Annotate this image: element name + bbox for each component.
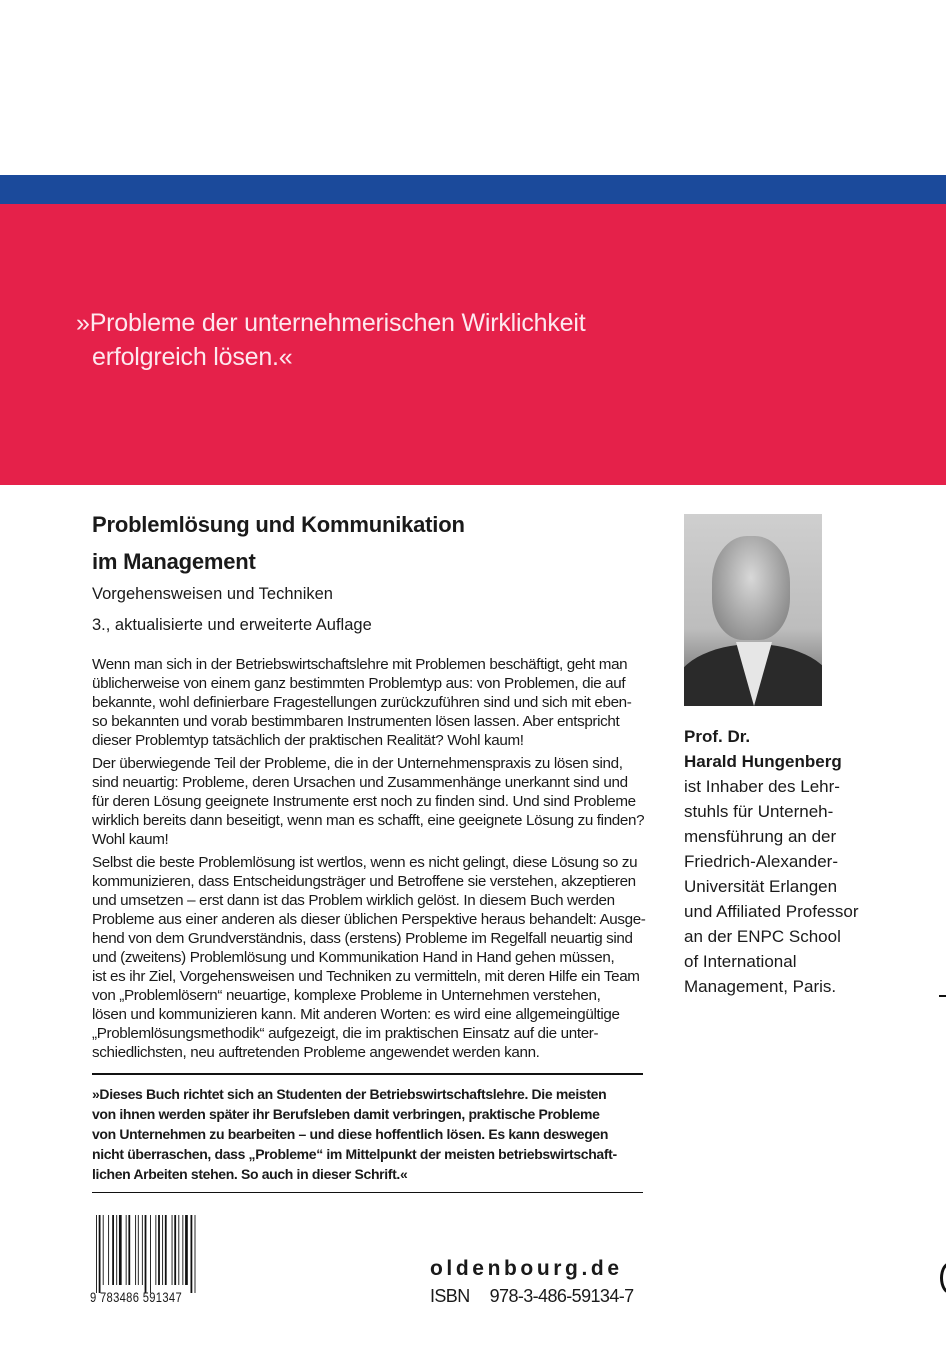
author-bio-line: Friedrich-Alexander- bbox=[684, 852, 838, 871]
barcode-bar bbox=[174, 1215, 176, 1285]
barcode-bar bbox=[108, 1215, 109, 1285]
text-line: sind neuartig: Probleme, deren Ursachen und Zusammenhänge unerkannt sind und bbox=[92, 774, 628, 791]
barcode-bar bbox=[142, 1215, 143, 1285]
author-bio-line: stuhls für Unterneh- bbox=[684, 802, 834, 821]
title-line: im Management bbox=[92, 549, 256, 574]
pull-quote-line: »Dieses Buch richtet sich an Studenten der Betriebswirtschaftslehre. Die meisten bbox=[92, 1086, 607, 1102]
barcode-bar bbox=[145, 1215, 147, 1293]
text-line: Der überwiegende Teil der Probleme, die in der Unternehmenspraxis zu lösen sind, bbox=[92, 755, 623, 772]
barcode-bar bbox=[195, 1215, 196, 1293]
author-bio bbox=[684, 724, 859, 999]
isbn bbox=[430, 1286, 634, 1307]
text-line: Probleme aus einer anderen als dieser üblichen Perspektive heraus behandelt: Ausge- bbox=[92, 911, 646, 928]
book-edition: 3., aktualisierte und erweiterte Auflage bbox=[92, 616, 372, 634]
text-line: für deren Lösung geeignete Instrumente erst noch zu finden sind. Und sind Probleme bbox=[92, 793, 636, 810]
description bbox=[92, 655, 646, 1066]
isbn-number: 978-3-486-59134-7 bbox=[489, 1286, 634, 1306]
barcode-bar bbox=[112, 1215, 114, 1285]
description-paragraph bbox=[92, 853, 646, 1062]
text-line: und (zweitens) Problemlösung und Kommunikation Hand in Hand gehen müssen, bbox=[92, 949, 615, 966]
text-line: üblicherweise von einem ganz bestimmten Problemtyp aus: von Problemen, die auf bbox=[92, 675, 626, 692]
pull-quote-line: von ihnen werden später ihr Berufsleben damit verbringen, praktische Probleme bbox=[92, 1106, 600, 1122]
author-bio-line: ist Inhaber des Lehr- bbox=[684, 777, 840, 796]
pull-quote-line: lichen Arbeiten stehen. So auch in dieser Schrift.« bbox=[92, 1166, 408, 1182]
book-subtitle: Vorgehensweisen und Techniken bbox=[92, 585, 333, 603]
author-name-line: Harald Hungenberg bbox=[684, 752, 842, 771]
barcode-bar bbox=[162, 1215, 163, 1285]
text-line: Wenn man sich in der Betriebswirtschaftslehre mit Problemen beschäftigt, geht man bbox=[92, 656, 628, 673]
barcode-bar bbox=[138, 1215, 139, 1285]
author-name-line: Prof. Dr. bbox=[684, 727, 751, 746]
author-bio-line: mensführung an der bbox=[684, 827, 837, 846]
text-line: ist es ihr Ziel, Vorgehensweisen und Techniken zu vermitteln, mit deren Hilfe ein Team bbox=[92, 968, 640, 985]
pull-quote-line: nicht überraschen, dass „Probleme“ im Mittelpunkt der meisten betriebswirtschaft- bbox=[92, 1146, 617, 1162]
text-line: schiedlichsten, neu auftretenden Probleme angewendet werden kann. bbox=[92, 1044, 540, 1061]
barcode-bar bbox=[150, 1215, 151, 1293]
barcode-bar bbox=[99, 1215, 101, 1293]
book-subtitle-block bbox=[92, 579, 372, 641]
text-line: bekannte, wohl definierbare Fragestellungen zurückzuführen sind und sich mit eben- bbox=[92, 694, 632, 711]
text-line: hend von dem Grundverständnis, dass (erstens) Probleme im Regelfall neuartig sind bbox=[92, 930, 633, 947]
author-bio-line: of International bbox=[684, 952, 797, 971]
title-line: Problemlösung und Kommunikation bbox=[92, 512, 465, 537]
author-bio-line: Management, Paris. bbox=[684, 977, 837, 996]
barcode-bar bbox=[155, 1215, 156, 1285]
barcode-bar bbox=[158, 1215, 160, 1285]
author-bio-line: Universität Erlangen bbox=[684, 877, 838, 896]
text-line: Selbst die beste Problemlösung ist wertlos, wenn es nicht gelingt, diese Lösung so zu bbox=[92, 854, 638, 871]
text-line: lösen und kommunizieren kann. Mit anderen Worten: es wird eine allgemeingültige bbox=[92, 1006, 620, 1023]
barcode-bar bbox=[178, 1215, 179, 1285]
text-line: von „Problemlösern“ neuartige, komplexe Probleme in Unternehmen verstehen, bbox=[92, 987, 601, 1004]
barcode-bar bbox=[185, 1215, 188, 1285]
barcode-bar bbox=[165, 1215, 167, 1285]
barcode-bar bbox=[172, 1215, 173, 1285]
author-bio-line: und Affiliated Professor bbox=[684, 902, 859, 921]
barcode-bar bbox=[135, 1215, 136, 1285]
description-paragraph bbox=[92, 655, 646, 750]
barcode-bar bbox=[191, 1215, 193, 1293]
barcode bbox=[96, 1215, 228, 1293]
edge-logo-fragment bbox=[940, 1262, 946, 1294]
isbn-label: ISBN bbox=[430, 1286, 470, 1306]
book-title bbox=[92, 506, 465, 580]
text-line: „Problemlösungsmethodik“ aufgezeigt, die im praktischen Einsatz auf die unter- bbox=[92, 1025, 599, 1042]
barcode-bar bbox=[126, 1215, 127, 1285]
crop-mark bbox=[939, 995, 946, 997]
barcode-digits: 9 783486 591347 bbox=[90, 1289, 182, 1305]
text-line: und umsetzen – erst dann ist das Problem wirklich gelöst. In diesem Buch werden bbox=[92, 892, 615, 909]
author-bio-line: an der ENPC School bbox=[684, 927, 841, 946]
blue-stripe bbox=[0, 175, 946, 204]
publisher-website[interactable]: oldenbourg.de bbox=[430, 1257, 623, 1280]
barcode-bar bbox=[116, 1215, 117, 1285]
text-line: dieser Problemtyp tatsächlich der praktischen Realität? Wohl kaum! bbox=[92, 732, 524, 749]
text-line: Wohl kaum! bbox=[92, 831, 169, 848]
banner-quote-line: erfolgreich lösen.« bbox=[92, 343, 293, 371]
text-line: wirklich bereits dann beseitigt, wenn man es schafft, eine geeignete Lösung zu finden? bbox=[92, 812, 645, 829]
pull-quote-line: von Unternehmen zu bearbeiten – und diese hoffentlich lösen. Es kann deswegen bbox=[92, 1126, 609, 1142]
description-paragraph bbox=[92, 754, 646, 849]
barcode-bar bbox=[128, 1215, 130, 1285]
banner-quote-line: »Probleme der unternehmerischen Wirklichkeit bbox=[76, 309, 586, 337]
pull-quote bbox=[92, 1073, 643, 1193]
barcode-bar bbox=[119, 1215, 122, 1285]
text-line: kommunizieren, dass Entscheidungsträger und Betroffene sie verstehen, akzeptieren bbox=[92, 873, 636, 890]
barcode-bar bbox=[182, 1215, 183, 1285]
text-line: so bekannten und vorab bestimmbaren Instrumenten lösen lassen. Aber entspricht bbox=[92, 713, 620, 730]
author-photo bbox=[684, 514, 822, 706]
banner-quote bbox=[76, 306, 585, 374]
barcode-bar bbox=[96, 1215, 97, 1293]
barcode-bar bbox=[103, 1215, 104, 1285]
